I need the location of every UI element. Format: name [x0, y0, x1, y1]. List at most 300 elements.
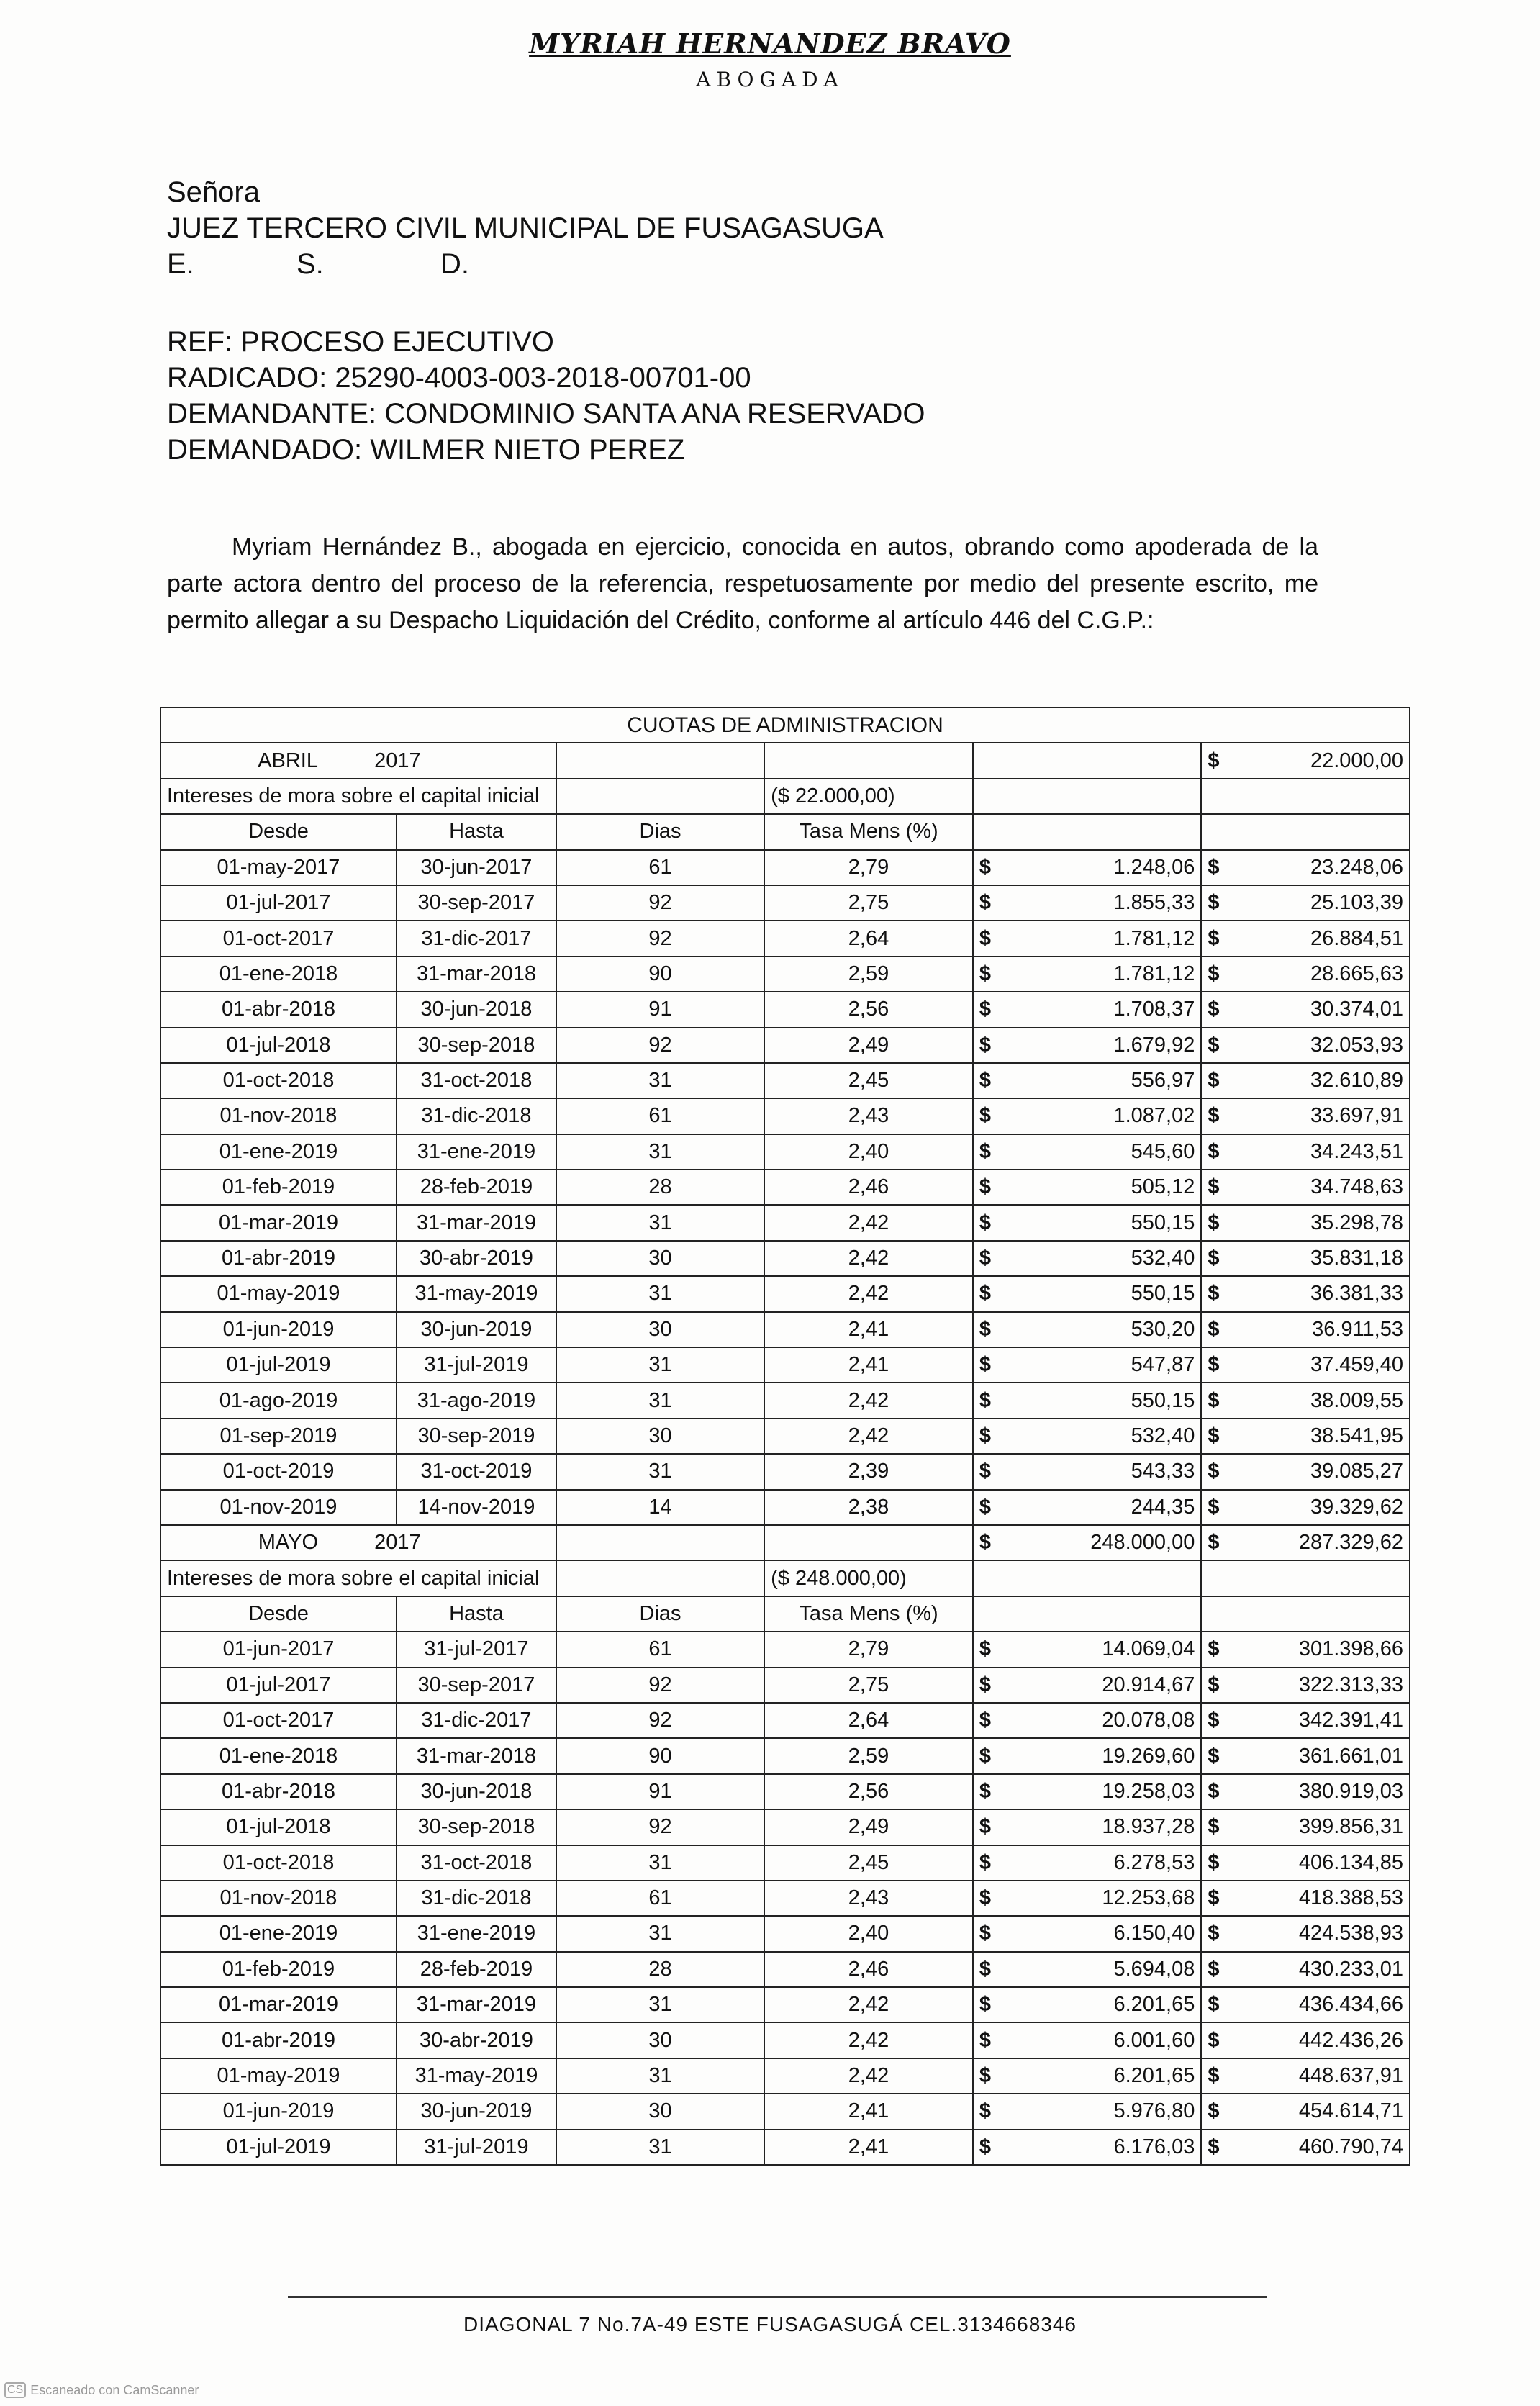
footer-address: DIAGONAL 7 No.7A-49 ESTE FUSAGASUGÁ CEL.3134668346	[463, 2313, 1077, 2335]
cell-interes	[973, 850, 1202, 885]
cell-tasa: 2,64	[764, 921, 973, 956]
table-row	[160, 1916, 1410, 1951]
currency-symbol: $	[1208, 1175, 1220, 1199]
table-row	[160, 1490, 1410, 1525]
currency-symbol: $	[979, 1744, 991, 1768]
cell-hasta: 28-feb-2019	[397, 1952, 556, 1987]
col-tasa: Tasa Mens (%)	[764, 814, 973, 849]
amount-saldo: 454.614,71	[1298, 2099, 1403, 2123]
cell-dias: 14	[556, 1490, 764, 1525]
cell-tasa: 2,56	[764, 992, 973, 1027]
cell-dias: 31	[556, 1916, 764, 1951]
currency-symbol: $	[979, 1531, 991, 1555]
currency-symbol: $	[1208, 2099, 1220, 2123]
amount-interes: 505,12	[1131, 1175, 1195, 1199]
amount-saldo: 430.233,01	[1298, 1957, 1403, 1981]
cell-saldo	[1201, 1098, 1410, 1134]
cell-hasta: 31-oct-2018	[397, 1063, 556, 1098]
currency-symbol: $	[979, 1460, 991, 1483]
cell-saldo	[1201, 1028, 1410, 1063]
cell-hasta: 28-feb-2019	[397, 1170, 556, 1205]
table-row	[160, 1987, 1410, 2022]
cell-dias: 92	[556, 1668, 764, 1703]
currency-symbol: $	[1208, 1139, 1220, 1163]
currency-symbol: $	[979, 2135, 991, 2158]
section1-capital: ($ 22.000,00)	[764, 779, 973, 814]
currency-symbol: $	[1208, 1886, 1220, 1910]
table-row	[160, 2058, 1410, 2094]
table-row	[160, 1881, 1410, 1916]
cell-dias: 30	[556, 1419, 764, 1454]
amount-interes: 550,15	[1131, 1388, 1195, 1412]
cell-hasta: 30-sep-2017	[397, 1668, 556, 1703]
cell-saldo	[1201, 1881, 1410, 1916]
cell-desde: 01-ene-2019	[160, 1916, 397, 1951]
cell-interes	[973, 1738, 1202, 1773]
cell-desde: 01-jul-2019	[160, 1347, 397, 1383]
cell-saldo	[1201, 1668, 1410, 1703]
currency-symbol: $	[979, 1211, 991, 1234]
currency-symbol: $	[1208, 1069, 1220, 1093]
cell-saldo	[1201, 1063, 1410, 1098]
col-hasta: Hasta	[397, 1596, 556, 1632]
amount-interes: 6.150,40	[1113, 1922, 1195, 1945]
currency-symbol: $	[1208, 1673, 1220, 1696]
table-row	[160, 2130, 1410, 2165]
cell-tasa: 2,49	[764, 1028, 973, 1063]
table-row	[160, 956, 1410, 992]
amount-saldo: 322.313,33	[1298, 1673, 1403, 1696]
cell-tasa: 2,56	[764, 1774, 973, 1809]
amount-interes: 5.694,08	[1113, 1957, 1195, 1981]
cell-tasa: 2,42	[764, 1241, 973, 1276]
col-hasta: Hasta	[397, 814, 556, 849]
table-row	[160, 1703, 1410, 1738]
cell-interes	[973, 1632, 1202, 1667]
table-row	[160, 992, 1410, 1027]
amount-interes: 6.001,60	[1113, 2028, 1195, 2052]
section2-amount: 248.000,00	[1090, 1531, 1195, 1555]
cell-desde: 01-jul-2017	[160, 1668, 397, 1703]
cell-interes	[973, 1881, 1202, 1916]
amount-interes: 530,20	[1131, 1317, 1195, 1341]
currency-symbol: $	[1208, 1531, 1220, 1555]
cell-desde: 01-jul-2019	[160, 2130, 397, 2165]
cell-interes	[973, 1809, 1202, 1845]
amount-saldo: 39.085,27	[1310, 1460, 1403, 1483]
cell-dias: 61	[556, 850, 764, 885]
cell-interes	[973, 1347, 1202, 1383]
currency-symbol: $	[1208, 1211, 1220, 1234]
cell-dias: 28	[556, 1952, 764, 1987]
cell-interes	[973, 921, 1202, 956]
cell-saldo	[1201, 885, 1410, 921]
cell-saldo	[1201, 1738, 1410, 1773]
cell-saldo	[1201, 1276, 1410, 1311]
table-row	[160, 1774, 1410, 1809]
cell-interes	[973, 1170, 1202, 1205]
table-row	[160, 1632, 1410, 1667]
cell-interes	[973, 2094, 1202, 2129]
currency-symbol: $	[979, 1815, 991, 1839]
cell-dias: 92	[556, 1703, 764, 1738]
currency-symbol: $	[979, 1353, 991, 1377]
cell-tasa: 2,59	[764, 956, 973, 992]
currency-symbol: $	[979, 1850, 991, 1874]
section2-period	[160, 1525, 556, 1560]
cell-desde: 01-ene-2018	[160, 1738, 397, 1773]
currency-symbol: $	[1208, 1353, 1220, 1377]
section1-amount-cell	[1201, 743, 1410, 778]
amount-saldo: 361.661,01	[1298, 1744, 1403, 1768]
currency-symbol: $	[979, 1709, 991, 1732]
currency-symbol: $	[1208, 891, 1220, 915]
section1-year: 2017	[374, 749, 421, 772]
cell-interes	[973, 956, 1202, 992]
cell-saldo	[1201, 1987, 1410, 2022]
cell-saldo	[1201, 992, 1410, 1027]
table-row	[160, 885, 1410, 921]
cell-hasta: 30-sep-2017	[397, 885, 556, 921]
currency-symbol: $	[979, 1033, 991, 1057]
cell-hasta: 31-oct-2018	[397, 1845, 556, 1881]
cell-saldo	[1201, 1383, 1410, 1418]
cell-tasa: 2,49	[764, 1809, 973, 1845]
cell-dias: 28	[556, 1170, 764, 1205]
cell-dias: 92	[556, 1809, 764, 1845]
cell-saldo	[1201, 1774, 1410, 1809]
currency-symbol: $	[979, 2099, 991, 2123]
currency-symbol: $	[979, 855, 991, 879]
table-row	[160, 1241, 1410, 1276]
cell-saldo	[1201, 2130, 1410, 2165]
cell-dias: 30	[556, 1312, 764, 1347]
cell-desde: 01-feb-2019	[160, 1952, 397, 1987]
amount-saldo: 380.919,03	[1298, 1779, 1403, 1803]
currency-symbol: $	[979, 998, 991, 1021]
cell-desde: 01-abr-2019	[160, 1241, 397, 1276]
cell-saldo	[1201, 1490, 1410, 1525]
cell-desde: 01-ago-2019	[160, 1383, 397, 1418]
cell-hasta: 30-jun-2019	[397, 1312, 556, 1347]
amount-interes: 244,35	[1131, 1495, 1195, 1519]
amount-saldo: 38.541,95	[1310, 1424, 1403, 1447]
col-tasa: Tasa Mens (%)	[764, 1596, 973, 1632]
cell-saldo	[1201, 850, 1410, 885]
amount-interes: 1.679,92	[1113, 1033, 1195, 1057]
cell-hasta: 31-jul-2019	[397, 1347, 556, 1383]
cell-tasa: 2,75	[764, 885, 973, 921]
cell-desde: 01-mar-2019	[160, 1987, 397, 2022]
cell-desde: 01-jun-2017	[160, 1632, 397, 1667]
section2-columns-row	[160, 1596, 1410, 1632]
cell-desde: 01-mar-2019	[160, 1205, 397, 1240]
esd-line	[167, 246, 884, 282]
cell-dias: 91	[556, 992, 764, 1027]
currency-symbol: $	[979, 2064, 991, 2088]
currency-symbol: $	[979, 1424, 991, 1447]
liquidation-table	[160, 707, 1410, 2166]
scanner-watermark	[4, 2382, 199, 2398]
cell-saldo	[1201, 921, 1410, 956]
cell-interes	[973, 1098, 1202, 1134]
amount-saldo: 448.637,91	[1298, 2064, 1403, 2088]
cell-desde: 01-abr-2019	[160, 2022, 397, 2058]
currency-symbol: $	[1208, 2135, 1220, 2158]
amount-interes: 18.937,28	[1102, 1815, 1195, 1839]
amount-interes: 14.069,04	[1102, 1637, 1195, 1661]
currency-symbol: $	[979, 1104, 991, 1128]
currency-symbol: $	[1208, 1993, 1220, 2017]
currency-symbol: $	[1208, 998, 1220, 1021]
cell-dias: 31	[556, 1063, 764, 1098]
section1-period	[160, 743, 556, 778]
amount-interes: 19.269,60	[1102, 1744, 1195, 1768]
table-row	[160, 1809, 1410, 1845]
cell-dias: 61	[556, 1098, 764, 1134]
amount-interes: 1.248,06	[1113, 855, 1195, 879]
cell-interes	[973, 1028, 1202, 1063]
cell-tasa: 2,75	[764, 1668, 973, 1703]
section1-amount: 22.000,00	[1310, 749, 1403, 772]
currency-symbol: $	[1208, 1957, 1220, 1981]
section1-interest-label: Intereses de mora sobre el capital inicial	[160, 779, 556, 814]
cell-tasa: 2,46	[764, 1170, 973, 1205]
cell-hasta: 30-jun-2019	[397, 2094, 556, 2129]
cell-tasa: 2,79	[764, 1632, 973, 1667]
cell-tasa: 2,39	[764, 1454, 973, 1489]
currency-symbol: $	[979, 1175, 991, 1199]
section2-total: 287.329,62	[1298, 1531, 1403, 1555]
currency-symbol: $	[1208, 1247, 1220, 1270]
table-row	[160, 850, 1410, 885]
cell-desde: 01-sep-2019	[160, 1419, 397, 1454]
cell-desde: 01-oct-2018	[160, 1063, 397, 1098]
cell-saldo	[1201, 1454, 1410, 1489]
cell-saldo	[1201, 1845, 1410, 1881]
cell-saldo	[1201, 2094, 1410, 2129]
cell-hasta: 31-mar-2018	[397, 956, 556, 992]
cell-hasta: 30-sep-2018	[397, 1028, 556, 1063]
cell-hasta: 31-dic-2018	[397, 1098, 556, 1134]
table-row	[160, 1312, 1410, 1347]
cell-tasa: 2,40	[764, 1916, 973, 1951]
amount-saldo: 460.790,74	[1298, 2135, 1403, 2158]
table-row	[160, 1383, 1410, 1418]
cell-saldo	[1201, 1916, 1410, 1951]
currency-symbol: $	[1208, 926, 1220, 950]
cell-tasa: 2,42	[764, 2058, 973, 2094]
cell-saldo	[1201, 1632, 1410, 1667]
amount-interes: 547,87	[1131, 1353, 1195, 1377]
amount-interes: 545,60	[1131, 1139, 1195, 1163]
cell-desde: 01-jul-2018	[160, 1809, 397, 1845]
cell-hasta: 31-ene-2019	[397, 1134, 556, 1170]
esd-d: D.	[440, 248, 469, 280]
amount-saldo: 30.374,01	[1310, 998, 1403, 1021]
amount-saldo: 442.436,26	[1298, 2028, 1403, 2052]
amount-saldo: 36.381,33	[1310, 1282, 1403, 1306]
currency-symbol: $	[1208, 1424, 1220, 1447]
currency-symbol: $	[1208, 749, 1220, 772]
section2-total-cell	[1201, 1525, 1410, 1560]
camscanner-logo: CS	[4, 2382, 26, 2398]
cell-hasta: 31-oct-2019	[397, 1454, 556, 1489]
currency-symbol: $	[1208, 855, 1220, 879]
cell-dias: 30	[556, 2094, 764, 2129]
cell-dias: 31	[556, 1276, 764, 1311]
cell-dias: 31	[556, 1134, 764, 1170]
amount-interes: 6.176,03	[1113, 2135, 1195, 2158]
cell-dias: 31	[556, 2058, 764, 2094]
cell-desde: 01-jul-2017	[160, 885, 397, 921]
cell-interes	[973, 1134, 1202, 1170]
section1-header-row	[160, 743, 1410, 778]
cell-interes	[973, 1987, 1202, 2022]
table-row	[160, 921, 1410, 956]
addressee-salutation: Señora	[167, 176, 260, 208]
table-row	[160, 2094, 1410, 2129]
currency-symbol: $	[979, 1993, 991, 2017]
cell-desde: 01-abr-2018	[160, 1774, 397, 1809]
amount-interes: 1.781,12	[1113, 926, 1195, 950]
scanner-text: Escaneado con CamScanner	[30, 2382, 199, 2397]
cell-desde: 01-oct-2018	[160, 1845, 397, 1881]
amount-saldo: 35.298,78	[1310, 1211, 1403, 1234]
cell-dias: 61	[556, 1632, 764, 1667]
cell-desde: 01-oct-2019	[160, 1454, 397, 1489]
cell-interes	[973, 2022, 1202, 2058]
currency-symbol: $	[979, 1388, 991, 1412]
cell-tasa: 2,45	[764, 1845, 973, 1881]
section2-amount-cell	[973, 1525, 1202, 1560]
amount-interes: 556,97	[1131, 1069, 1195, 1093]
currency-symbol: $	[1208, 962, 1220, 985]
cell-desde: 01-may-2017	[160, 850, 397, 885]
currency-symbol: $	[979, 1247, 991, 1270]
cell-hasta: 31-mar-2019	[397, 1987, 556, 2022]
cell-interes	[973, 2130, 1202, 2165]
cell-saldo	[1201, 1170, 1410, 1205]
amount-interes: 6.278,53	[1113, 1850, 1195, 1874]
cell-saldo	[1201, 1347, 1410, 1383]
cell-dias: 31	[556, 2130, 764, 2165]
table-row	[160, 1063, 1410, 1098]
letterhead-role: ABOGADA	[696, 68, 844, 91]
letterhead-name: MYRIAH HERNANDEZ BRAVO	[529, 27, 1011, 60]
amount-saldo: 35.831,18	[1310, 1247, 1403, 1270]
table-row	[160, 1419, 1410, 1454]
currency-symbol: $	[979, 1139, 991, 1163]
cell-dias: 91	[556, 1774, 764, 1809]
cell-interes	[973, 1276, 1202, 1311]
esd-e: E.	[167, 248, 194, 280]
cell-desde: 01-may-2019	[160, 1276, 397, 1311]
table-title-row	[160, 707, 1410, 743]
ref-line: REF: PROCESO EJECUTIVO	[167, 326, 554, 358]
section2-header-row	[160, 1525, 1410, 1560]
cell-dias: 92	[556, 921, 764, 956]
cell-saldo	[1201, 1134, 1410, 1170]
currency-symbol: $	[979, 1957, 991, 1981]
addressee-block	[167, 174, 884, 282]
esd-s: S.	[296, 248, 324, 280]
cell-hasta: 30-jun-2017	[397, 850, 556, 885]
currency-symbol: $	[979, 2028, 991, 2052]
cell-interes	[973, 1383, 1202, 1418]
cell-tasa: 2,42	[764, 1205, 973, 1240]
cell-tasa: 2,42	[764, 1987, 973, 2022]
cell-interes	[973, 1845, 1202, 1881]
currency-symbol: $	[1208, 1815, 1220, 1839]
cell-hasta: 30-jun-2018	[397, 992, 556, 1027]
cell-hasta: 31-dic-2017	[397, 921, 556, 956]
currency-symbol: $	[1208, 1922, 1220, 1945]
cell-tasa: 2,45	[764, 1063, 973, 1098]
footer-divider	[288, 2296, 1267, 2298]
cell-tasa: 2,43	[764, 1098, 973, 1134]
amount-saldo: 23.248,06	[1310, 855, 1403, 879]
amount-interes: 532,40	[1131, 1424, 1195, 1447]
cell-desde: 01-jul-2018	[160, 1028, 397, 1063]
cell-dias: 31	[556, 1454, 764, 1489]
currency-symbol: $	[1208, 2064, 1220, 2088]
demandado-line: DEMANDADO: WILMER NIETO PEREZ	[167, 434, 685, 466]
cell-interes	[973, 1952, 1202, 1987]
cell-interes	[973, 1774, 1202, 1809]
cell-dias: 30	[556, 1241, 764, 1276]
cell-hasta: 31-dic-2018	[397, 1881, 556, 1916]
cell-dias: 31	[556, 1347, 764, 1383]
cell-hasta: 31-may-2019	[397, 1276, 556, 1311]
table-row	[160, 1347, 1410, 1383]
cell-tasa: 2,46	[764, 1952, 973, 1987]
currency-symbol: $	[1208, 1388, 1220, 1412]
amount-interes: 550,15	[1131, 1211, 1195, 1234]
cell-interes	[973, 992, 1202, 1027]
table-row	[160, 1098, 1410, 1134]
cell-desde: 01-nov-2019	[160, 1490, 397, 1525]
cell-desde: 01-oct-2017	[160, 1703, 397, 1738]
addressee-court: JUEZ TERCERO CIVIL MUNICIPAL DE FUSAGASUGA	[167, 212, 884, 244]
cell-dias: 30	[556, 2022, 764, 2058]
table-row	[160, 1028, 1410, 1063]
currency-symbol: $	[1208, 1033, 1220, 1057]
body-paragraph: Myriam Hernández B., abogada en ejercicio, conocida en autos, obrando como apoderada de la parte actora dentro del proceso de la referencia, respetuosamente por medio del presente escrito, me permito allegar a su Despacho Liquidación del Crédito, conforme al artículo 446 del C.G.P.:	[167, 533, 1318, 634]
section2-interest-label: Intereses de mora sobre el capital inicial	[160, 1560, 556, 1596]
currency-symbol: $	[1208, 2028, 1220, 2052]
cell-desde: 01-may-2019	[160, 2058, 397, 2094]
cell-hasta: 30-abr-2019	[397, 2022, 556, 2058]
amount-saldo: 436.434,66	[1298, 1993, 1403, 2017]
amount-saldo: 406.134,85	[1298, 1850, 1403, 1874]
currency-symbol: $	[979, 1637, 991, 1661]
cell-interes	[973, 1063, 1202, 1098]
table-row	[160, 1170, 1410, 1205]
cell-saldo	[1201, 1952, 1410, 1987]
currency-symbol: $	[979, 926, 991, 950]
table-title: CUOTAS DE ADMINISTRACION	[160, 707, 1410, 743]
cell-interes	[973, 1668, 1202, 1703]
cell-saldo	[1201, 2058, 1410, 2094]
currency-symbol: $	[979, 1886, 991, 1910]
amount-saldo: 418.388,53	[1298, 1886, 1403, 1910]
amount-interes: 5.976,80	[1113, 2099, 1195, 2123]
amount-interes: 6.201,65	[1113, 1993, 1195, 2017]
currency-symbol: $	[1208, 1637, 1220, 1661]
amount-interes: 20.914,67	[1102, 1673, 1195, 1696]
amount-interes: 1.781,12	[1113, 962, 1195, 985]
